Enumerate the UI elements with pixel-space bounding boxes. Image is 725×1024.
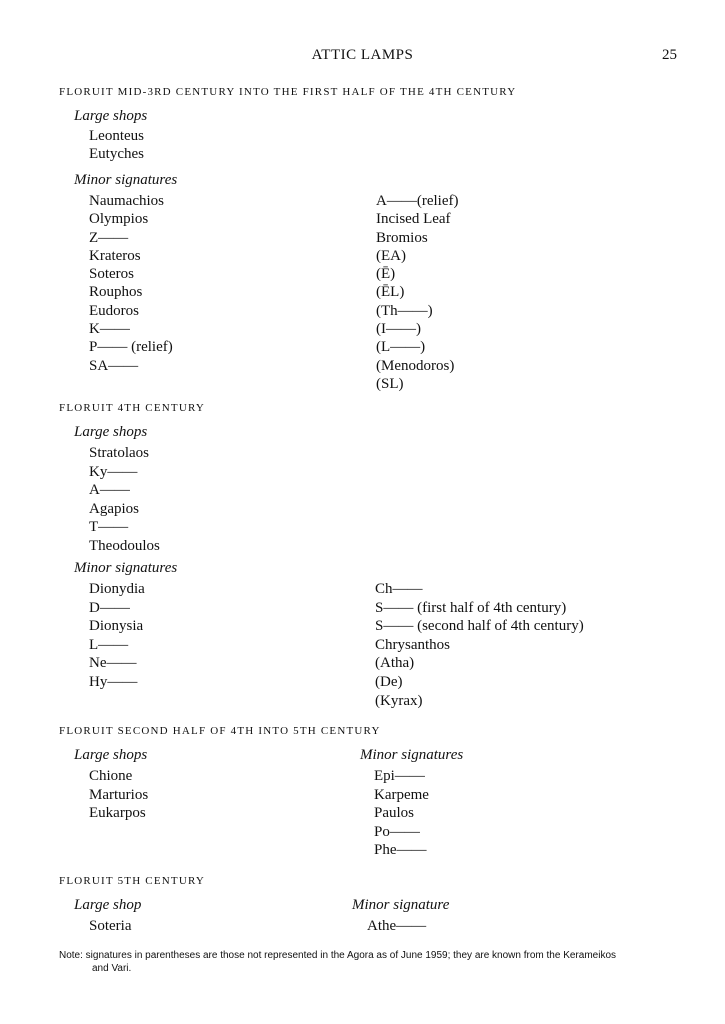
list-item: Stratolaos [89, 445, 149, 461]
list-item: A—— [89, 482, 130, 499]
section-heading-4: FLORUIT 5TH CENTURY [59, 875, 206, 887]
footnote-line-1: Note: signatures in parentheses are those not represented in the Agora as of June 1959; they are known from the Kerameikos [59, 950, 617, 961]
list-item: (Ē) [376, 266, 396, 283]
minor-signatures-right-2 [375, 581, 584, 711]
section-heading-3: FLORUIT SECOND HALF OF 4TH INTO 5TH CENTURY [59, 725, 381, 737]
list-item: Bromios [376, 229, 428, 246]
minor-signatures-label-2: Minor signatures [74, 560, 178, 576]
list-item: Chrysanthos [375, 636, 450, 653]
list-item: (L——) [376, 339, 426, 356]
minor-signature-label-4: Minor signature [352, 897, 450, 913]
large-shops-list-3 [89, 768, 148, 824]
list-item: S—— (second half of 4th century) [375, 618, 584, 635]
footnote-line-2: and Vari. [92, 963, 132, 974]
list-item: (EA) [376, 247, 406, 264]
minor-signatures-right-1 [376, 193, 458, 394]
minor-signatures-left-1 [89, 193, 173, 376]
list-item: Eudoros [89, 302, 139, 319]
list-item: Phe—— [374, 842, 427, 859]
list-item: Naumachios [89, 193, 164, 209]
list-item: S—— (first half of 4th century) [375, 599, 567, 616]
list-item: Eutyches [89, 146, 144, 162]
list-item: Theodoulos [89, 537, 160, 554]
list-item: Karpeme [374, 786, 429, 803]
list-item: Krateros [89, 247, 141, 264]
list-item: SA—— [89, 357, 139, 374]
list-item: Soteros [89, 266, 134, 283]
list-item: Ky—— [89, 463, 138, 480]
list-item: (Atha) [375, 655, 415, 672]
list-item: Dionysia [89, 618, 144, 635]
list-item: (SL) [376, 375, 404, 392]
list-item: (I——) [376, 321, 421, 338]
list-item: Athe—— [367, 918, 427, 934]
list-item: K—— [89, 321, 130, 338]
large-shops-list-1 [89, 128, 144, 164]
list-item: Chione [89, 768, 133, 784]
list-item: Ch—— [375, 581, 423, 597]
list-item: Ne—— [89, 655, 137, 672]
list-item: (ĒL) [376, 284, 405, 301]
minor-signatures-label-3: Minor signatures [360, 747, 464, 763]
running-header-title: ATTIC LAMPS [311, 47, 414, 63]
list-item: D—— [89, 599, 130, 616]
list-item: (Menodoros) [376, 357, 455, 374]
list-item: Rouphos [89, 284, 143, 301]
large-shops-label-2: Large shops [74, 424, 148, 440]
list-item: Incised Leaf [376, 211, 451, 228]
list-item: T—— [89, 519, 129, 536]
large-shops-label-3: Large shops [74, 747, 148, 763]
list-item: (Kyrax) [375, 692, 423, 709]
section-heading-2: FLORUIT 4TH CENTURY [59, 402, 206, 414]
list-item: Eukarpos [89, 805, 146, 822]
list-item: Dionydia [89, 581, 145, 597]
minor-signatures-list-3 [374, 768, 429, 861]
list-item: Epi—— [374, 768, 425, 784]
large-shops-list-2 [89, 445, 160, 557]
list-item: Paulos [374, 805, 415, 822]
section-heading-1: FLORUIT MID-3RD CENTURY INTO THE FIRST HALF OF THE 4TH CENTURY [59, 86, 517, 98]
list-item: A——(relief) [376, 193, 459, 209]
list-item: Agapios [89, 500, 139, 517]
list-item: Z—— [89, 229, 129, 246]
minor-signatures-left-2 [89, 581, 145, 693]
large-shops-label-1: Large shops [74, 108, 148, 124]
list-item: (De) [375, 673, 403, 690]
list-item: (Th——) [376, 302, 433, 319]
list-item: Hy—— [89, 673, 138, 690]
list-item: Po—— [374, 823, 420, 840]
footnote [59, 949, 616, 975]
list-item: Soteria [89, 918, 132, 934]
list-item: Marturios [89, 786, 149, 803]
large-shop-label-4: Large shop [74, 897, 142, 913]
list-item: Leonteus [89, 128, 144, 144]
page-number: 25 [662, 47, 677, 63]
list-item: Olympios [89, 211, 149, 228]
list-item: L—— [89, 636, 129, 653]
list-item: P—— (relief) [89, 339, 173, 356]
minor-signatures-label-1: Minor signatures [74, 172, 178, 188]
